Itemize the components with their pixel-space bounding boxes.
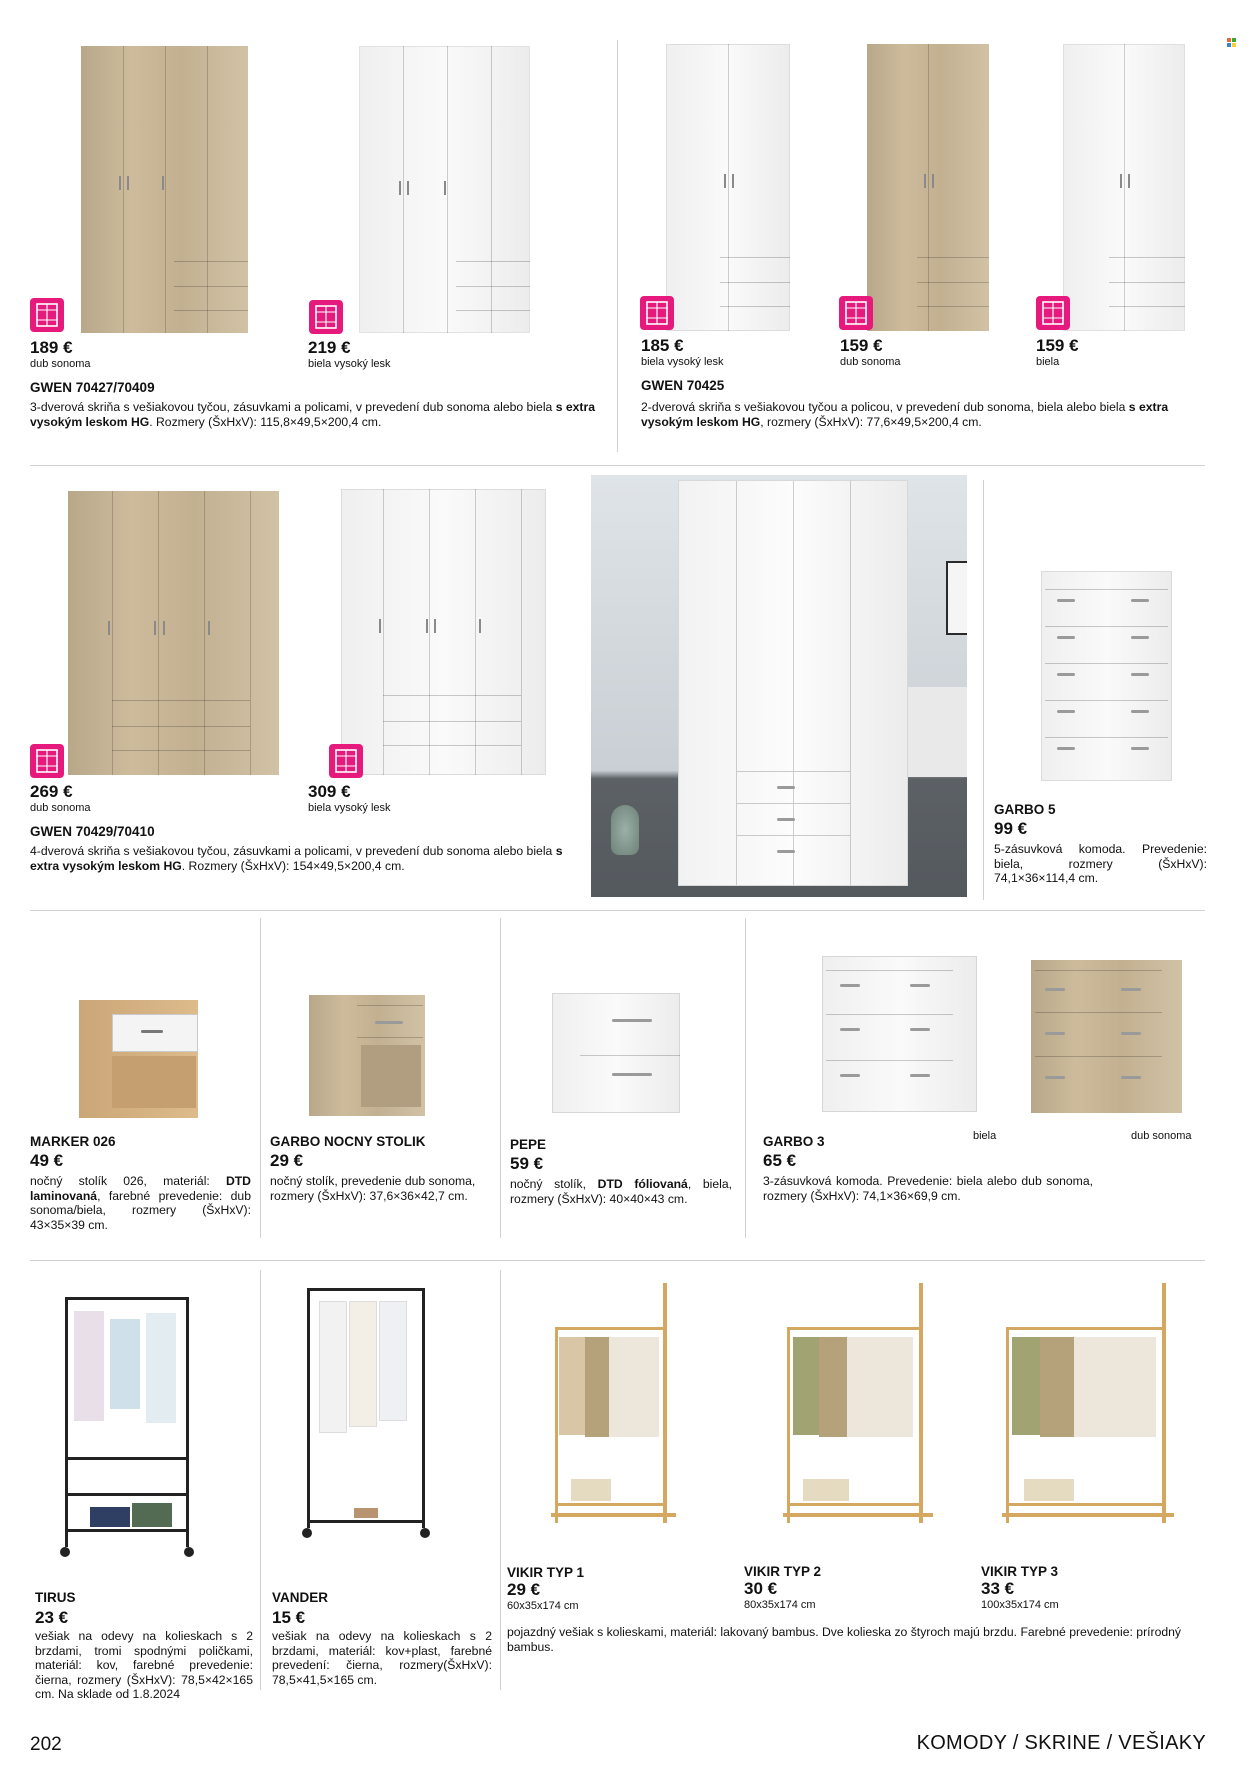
price: 15 €	[272, 1608, 306, 1627]
price: 30 €	[744, 1579, 778, 1598]
divider	[500, 1270, 501, 1690]
wardrobe-type-icon	[30, 298, 64, 332]
clothes-rack-image-vander	[302, 1288, 436, 1543]
price-block	[30, 338, 230, 370]
price: 23 €	[35, 1608, 69, 1627]
price: 159 €	[840, 336, 883, 355]
wardrobe-type-icon	[309, 300, 343, 334]
price: 309 €	[308, 782, 351, 801]
product-description: vešiak na odevy na kolieskach s 2 brzdami, materiál: kov+plast, farebné prevedení: čierna, rozmery(ŠxHxV): 78,5×41,5×165 cm.	[272, 1629, 492, 1687]
price: 189 €	[30, 338, 73, 357]
price: 269 €	[30, 782, 73, 801]
product-name: VIKIR TYP 1	[507, 1565, 585, 1580]
variant-block	[981, 1564, 1181, 1611]
price: 29 €	[270, 1151, 304, 1170]
product-description	[30, 1174, 251, 1232]
section-divider	[30, 465, 1205, 466]
price: 29 €	[507, 1580, 541, 1599]
wardrobe-image-2door-gloss	[666, 44, 790, 331]
product-name: GARBO NOCNY STOLIK	[270, 1134, 426, 1149]
description-text: nočný stolík,	[510, 1177, 598, 1191]
description-highlight: s extra vysokým leskom HG	[30, 844, 563, 873]
variant-block	[507, 1565, 707, 1612]
dimensions: 80x35x174 cm	[744, 1599, 816, 1611]
product-description: nočný stolík, prevedenie dub sonoma, rozmery (ŠxHxV): 37,6×36×42,7 cm.	[270, 1174, 476, 1203]
wardrobe-image-4door-gloss	[341, 489, 546, 775]
dresser-image-3-drawers-white	[822, 956, 977, 1112]
product-name: GWEN 70429/70410	[30, 824, 155, 839]
product-name: GWEN 70425	[641, 378, 725, 393]
finish-label: biela vysoký lesk	[308, 358, 391, 370]
product-description	[641, 400, 1206, 429]
product-name: GARBO 3	[763, 1134, 825, 1149]
finish-label: biela	[1036, 356, 1060, 368]
description-highlight: s extra vysokým leskom HG	[30, 400, 596, 429]
price: 49 €	[30, 1151, 64, 1170]
wardrobe-image-2door-oak	[867, 44, 989, 331]
divider	[983, 480, 984, 900]
description-text: 2-dverová skriňa s vešiakovou tyčou a policou, v prevedení dub sonoma, biela alebo biela	[641, 400, 1129, 414]
divider	[260, 918, 261, 1238]
finish-label: biela vysoký lesk	[308, 802, 391, 814]
divider	[745, 918, 746, 1238]
price-block	[308, 782, 508, 814]
product-name: GARBO 5	[994, 802, 1056, 817]
price: 185 €	[641, 336, 684, 355]
wardrobe-type-icon	[839, 296, 873, 330]
description-text: 3-dverová skriňa s vešiakovou tyčou, zásuvkami a policami, v prevedení dub sonoma alebo biela	[30, 400, 556, 414]
dimensions: 100x35x174 cm	[981, 1599, 1059, 1611]
description-text: , farebné prevedenie: dub sonoma/biela, rozmery (ŠxHxV): 43×35×39 cm.	[30, 1188, 251, 1232]
section-divider	[30, 1260, 1205, 1261]
price: 59 €	[510, 1154, 544, 1173]
wardrobe-type-icon	[640, 296, 674, 330]
price: 99 €	[994, 819, 1028, 838]
product-name: MARKER 026	[30, 1134, 116, 1149]
description-text: . Rozmery (ŠxHxV): 154×49,5×200,4 cm.	[181, 858, 405, 873]
wardrobe-image-3door-white	[359, 46, 530, 333]
product-description	[510, 1177, 732, 1206]
description-text: , biela, rozmery (ŠxHxV): 40×40×43 cm.	[510, 1177, 732, 1206]
clothes-rack-image-vikir-typ-1	[551, 1283, 687, 1545]
wardrobe-image-3door-oak	[81, 46, 248, 333]
clothes-rack-image-tirus	[60, 1297, 195, 1563]
clothes-rack-image-vikir-typ-3	[1002, 1283, 1182, 1545]
price: 65 €	[763, 1151, 797, 1170]
wardrobe-type-icon	[30, 744, 64, 778]
price-block	[308, 338, 508, 370]
nightstand-image-pepe	[552, 993, 680, 1113]
price: 33 €	[981, 1579, 1015, 1598]
dresser-image-5-drawers	[1041, 571, 1172, 781]
corner-logo	[1227, 34, 1236, 43]
description-highlight: s extra vysokým leskom HG	[641, 400, 1169, 429]
bedroom-photo-wardrobe	[591, 475, 967, 897]
description-text: 4-dverová skriňa s vešiakovou tyčou, zásuvkami a policami, v prevedení dub sonoma alebo biela	[30, 844, 556, 858]
finish-label: dub sonoma	[30, 358, 91, 370]
clothes-rack-image-vikir-typ-2	[783, 1283, 945, 1545]
product-name: GWEN 70427/70409	[30, 380, 155, 395]
price-block	[30, 782, 230, 814]
product-description	[30, 400, 608, 429]
product-name: VIKIR TYP 3	[981, 1564, 1059, 1579]
price-block	[1036, 336, 1186, 368]
price: 219 €	[308, 338, 351, 357]
finish-label: biela vysoký lesk	[641, 356, 724, 368]
divider	[617, 40, 618, 452]
wardrobe-type-icon	[1036, 296, 1070, 330]
product-name: PEPE	[510, 1137, 547, 1152]
price: 159 €	[1036, 336, 1079, 355]
product-description: 3-zásuvková komoda. Prevedenie: biela alebo dub sonoma, rozmery (ŠxHxV): 74,1×36×69,9 cm.	[763, 1174, 1093, 1203]
description-text: , rozmery (ŠxHxV): 77,6×49,5×200,4 cm.	[760, 414, 982, 429]
page-number: 202	[30, 1734, 62, 1755]
wardrobe-type-icon	[329, 744, 363, 778]
description-text: . Rozmery (ŠxHxV): 115,8×49,5×200,4 cm.	[149, 414, 382, 429]
divider	[260, 1270, 261, 1690]
price-block	[641, 336, 821, 368]
description-highlight: DTD laminovaná	[30, 1174, 251, 1203]
dresser-image-3-drawers-oak	[1031, 960, 1182, 1113]
product-name: VANDER	[272, 1590, 329, 1605]
divider	[500, 918, 501, 1238]
description-text: nočný stolík 026, materiál:	[30, 1174, 226, 1188]
nightstand-image-garbo	[309, 995, 425, 1116]
product-name: VIKIR TYP 2	[744, 1564, 822, 1579]
product-name: TIRUS	[35, 1590, 76, 1605]
finish-label: biela	[973, 1130, 997, 1142]
nightstand-image-marker	[79, 1000, 198, 1118]
finish-label: dub sonoma	[1131, 1130, 1192, 1142]
product-description: 5-zásuvková komoda. Prevedenie: biela, rozmery (ŠxHxV): 74,1×36×114,4 cm.	[994, 842, 1207, 885]
wardrobe-image-2door-white	[1063, 44, 1185, 331]
finish-label: dub sonoma	[840, 356, 901, 368]
product-description: vešiak na odevy na kolieskach s 2 brzdami, tromi spodnými poličkami, materiál: kov, farebné prevedenie: čierna, rozmery (ŠxHxV): 78,5×42×165 cm. Na sklade od 1.8.2024	[35, 1629, 253, 1701]
category-title: KOMODY / SKRINE / VEŠIAKY	[916, 1732, 1206, 1754]
description-highlight: DTD fóliovaná	[597, 1177, 688, 1191]
variant-block	[744, 1564, 944, 1611]
wardrobe-image-4door-oak	[68, 491, 279, 775]
section-divider	[30, 910, 1205, 911]
price-block	[840, 336, 1020, 368]
product-description: pojazdný vešiak s kolieskami, materiál: lakovaný bambus. Dve kolieska zo štyroch majú brzdu. Farebné prevedenie: prírodný bambus.	[507, 1625, 1182, 1654]
dimensions: 60x35x174 cm	[507, 1600, 579, 1612]
finish-label: dub sonoma	[30, 802, 91, 814]
product-description	[30, 844, 590, 873]
